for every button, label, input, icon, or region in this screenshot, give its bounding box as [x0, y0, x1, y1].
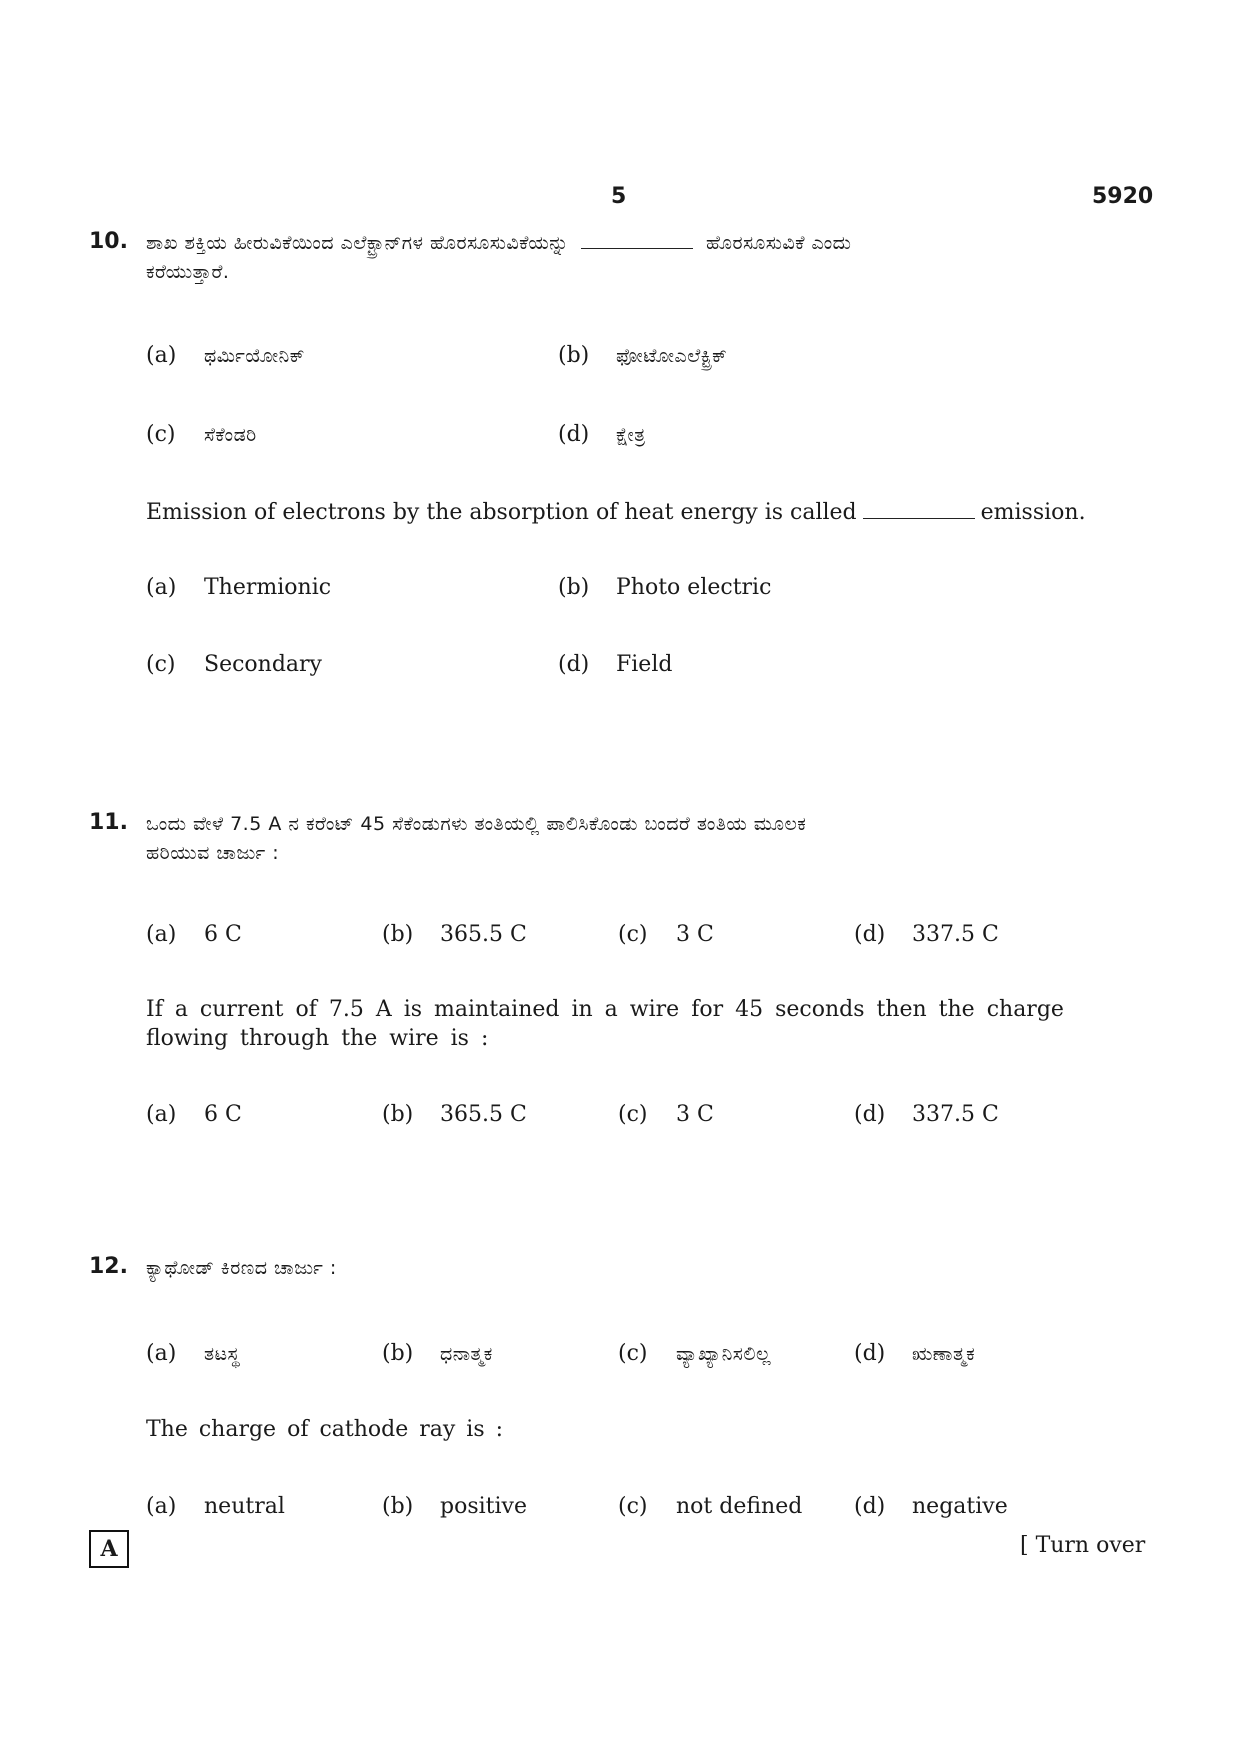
stem-text: emission.: [980, 500, 1086, 525]
option-text: 6 C: [204, 1102, 242, 1127]
stem-text: ಹರಿಯುವ ಚಾರ್ಜು :: [146, 842, 280, 864]
stem-text: Emission of electrons by the absorption of heat energy is called: [146, 500, 857, 525]
option-a: [146, 1494, 285, 1519]
option-label: (d): [558, 652, 590, 677]
option-c: [618, 922, 714, 947]
question-number: 10.: [89, 229, 128, 254]
option-text: Thermionic: [204, 575, 332, 600]
option-b: [382, 922, 527, 947]
option-c: [618, 1341, 771, 1366]
option-d: [854, 1494, 1008, 1519]
option-d: [854, 922, 999, 947]
option-label: (a): [146, 922, 177, 947]
option-text: ಫೋಟೋಎಲೆಕ್ಟ್ರಿಕ್: [616, 345, 728, 367]
option-c: [618, 1494, 802, 1519]
option-b: [382, 1494, 527, 1519]
option-label: (d): [854, 922, 886, 947]
option-label: (d): [854, 1102, 886, 1127]
stem-text: ಒಂದು ವೇಳೆ 7.5 A ನ ಕರೆಂಟ್ 45 ಸೆಕೆಂಡುಗಳು ತಂತಿಯಲ್ಲಿ ಪಾಲಿಸಿಕೊಂಡು ಬಂದರೆ ತಂತಿಯ ಮೂಲಕ: [146, 813, 807, 835]
option-label: (c): [146, 422, 176, 447]
option-label: (a): [146, 343, 177, 368]
option-a: [146, 343, 305, 368]
question-stem-english: [146, 1417, 503, 1442]
option-d: [854, 1102, 999, 1127]
option-label: (b): [558, 343, 590, 368]
option-a: [146, 575, 331, 600]
stem-text: ಶಾಖ ಶಕ್ತಿಯ ಹೀರುವಿಕೆಯಿಂದ ಎಲೆಕ್ಟ್ರಾನ್‌ಗಳ ಹೊರಸೂಸುವಿಕೆಯನ್ನು: [146, 232, 569, 254]
answer-blank: [863, 500, 975, 519]
option-label: (d): [854, 1494, 886, 1519]
stem-text: If a current of 7.5 A is maintained in a wire for 45 seconds then the charge: [146, 997, 1064, 1022]
turn-over-label: [ Turn over: [1020, 1533, 1146, 1558]
question-number: 11.: [89, 810, 128, 835]
option-label: (c): [618, 922, 648, 947]
option-label: (b): [382, 922, 414, 947]
question-stem-english: [146, 995, 1096, 1053]
option-text: ಧನಾತ್ಮಕ: [440, 1343, 493, 1365]
option-text: 337.5 C: [912, 922, 999, 947]
page-number: 5: [611, 184, 627, 209]
option-label: (a): [146, 1102, 177, 1127]
option-label: (b): [382, 1341, 414, 1366]
option-d: [558, 422, 646, 447]
stem-text: flowing through the wire is :: [146, 1026, 489, 1051]
option-text: ಥರ್ಮಿಯೋನಿಕ್: [204, 345, 305, 367]
option-b: [558, 575, 771, 600]
option-text: positive: [440, 1494, 527, 1519]
option-label: (c): [618, 1341, 648, 1366]
option-b: [382, 1102, 527, 1127]
option-label: (c): [618, 1494, 648, 1519]
option-label: (b): [382, 1102, 414, 1127]
stem-text: ಕ್ಯಾಥೋಡ್ ಕಿರಣದ ಚಾರ್ಜು :: [146, 1257, 337, 1279]
option-a: [146, 1102, 242, 1127]
option-label: (c): [146, 652, 176, 677]
option-text: ಸೆಕೆಂಡರಿ: [204, 424, 257, 446]
option-label: (b): [382, 1494, 414, 1519]
option-text: Field: [616, 652, 673, 677]
paper-code: 5920: [1092, 184, 1154, 209]
option-text: Secondary: [204, 652, 322, 677]
option-text: 365.5 C: [440, 922, 527, 947]
question-stem-kannada: [146, 810, 1096, 868]
option-text: 3 C: [676, 922, 714, 947]
series-box: A: [89, 1530, 129, 1568]
stem-text: ಕರೆಯುತ್ತಾರೆ.: [146, 261, 230, 283]
option-a: [146, 922, 242, 947]
option-d: [854, 1341, 975, 1366]
question-stem-kannada: [146, 229, 1096, 287]
option-text: negative: [912, 1494, 1008, 1519]
option-text: Photo electric: [616, 575, 772, 600]
question-number: 12.: [89, 1254, 128, 1279]
option-text: not defined: [676, 1494, 803, 1519]
question-stem-kannada: [146, 1254, 1096, 1283]
question-stem-english: [146, 500, 1086, 525]
option-text: ವ್ಯಾಖ್ಯಾನಿಸಲಿಲ್ಲ: [676, 1343, 772, 1365]
option-c: [146, 652, 322, 677]
answer-blank: [581, 230, 693, 249]
option-label: (d): [854, 1341, 886, 1366]
option-text: 337.5 C: [912, 1102, 999, 1127]
option-text: 365.5 C: [440, 1102, 527, 1127]
stem-text: ಹೊರಸೂಸುವಿಕೆ ಎಂದು: [705, 232, 852, 254]
option-label: (b): [558, 575, 590, 600]
option-text: 3 C: [676, 1102, 714, 1127]
option-label: (d): [558, 422, 590, 447]
option-b: [382, 1341, 493, 1366]
option-label: (a): [146, 1494, 177, 1519]
option-label: (c): [618, 1102, 648, 1127]
option-label: (a): [146, 575, 177, 600]
option-d: [558, 652, 672, 677]
option-c: [146, 422, 257, 447]
option-text: 6 C: [204, 922, 242, 947]
option-a: [146, 1341, 240, 1366]
option-text: ಋಣಾತ್ಮಕ: [912, 1343, 976, 1365]
option-text: ಕ್ಷೇತ್ರ: [616, 424, 646, 446]
option-c: [618, 1102, 714, 1127]
option-text: ತಟಸ್ಥ: [204, 1343, 240, 1365]
option-b: [558, 343, 727, 368]
stem-text: The charge of cathode ray is :: [146, 1417, 504, 1442]
option-label: (a): [146, 1341, 177, 1366]
option-text: neutral: [204, 1494, 285, 1519]
